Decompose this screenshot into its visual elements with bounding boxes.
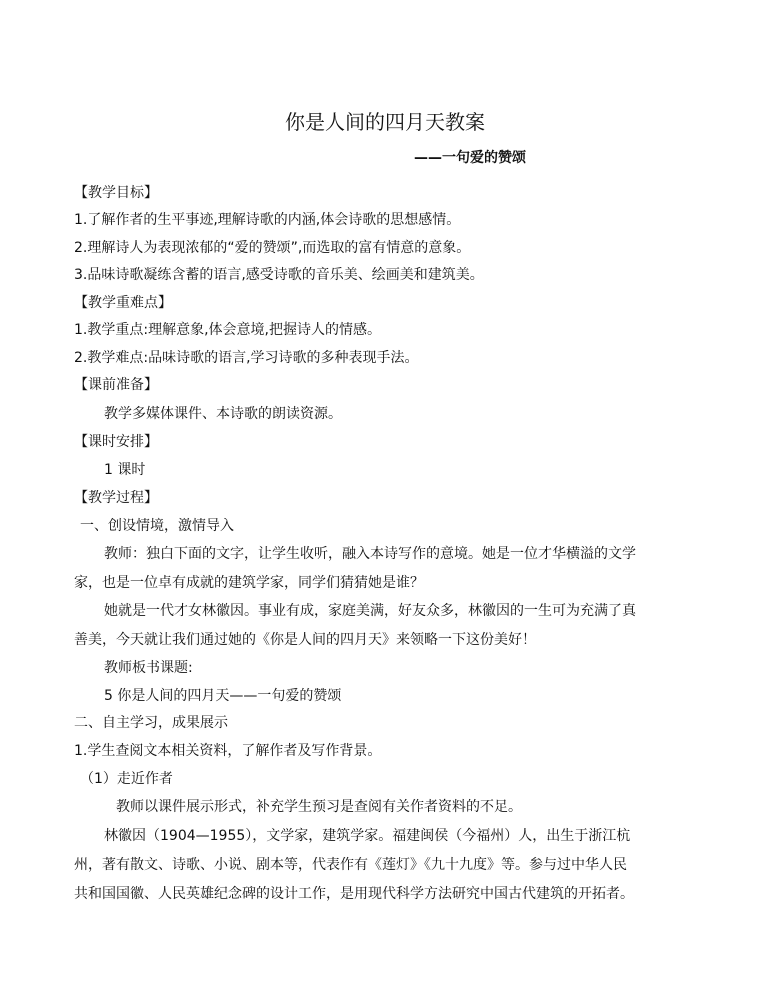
paragraph-2-line-2: 善美，今天就让我们通过她的《你是人间的四月天》来领略一下这份美好！	[74, 632, 536, 648]
paragraph-1-line-2: 家，也是一位卓有成就的建筑学家，同学们猜猜她是谁？	[74, 575, 424, 591]
paragraph-2-line-1: 她就是一代才女林徽因。事业有成，家庭美满，好友众多，林徽因的一生可为充满了真	[104, 603, 636, 619]
schedule-header: 【课时安排】	[74, 434, 158, 450]
key-point-1: 1.教学重点:理解意象,体会意境,把握诗人的情感。	[74, 322, 381, 338]
schedule-text: 1 课时	[104, 462, 146, 478]
document-subtitle: ——一句爱的赞颂	[414, 150, 526, 166]
objectives-header: 【教学目标】	[74, 185, 158, 201]
process-header: 【教学过程】	[74, 490, 158, 506]
paragraph-4-line-3: 共和国国徽、人民英雄纪念碑的设计工作，是用现代科学方法研究中国古代建筑的开拓者。	[74, 886, 634, 902]
objective-1: 1.了解作者的生平事迹,理解诗歌的内涵,体会诗歌的思想感情。	[74, 212, 461, 228]
objective-3: 3.品味诗歌凝练含蓄的语言,感受诗歌的音乐美、绘画美和建筑美。	[74, 267, 484, 283]
key-points-header: 【教学重难点】	[74, 295, 172, 311]
paragraph-3: 教师以课件展示形式，补充学生预习是查阅有关作者资料的不足。	[116, 799, 522, 815]
key-point-2: 2.教学难点:品味诗歌的语言,学习诗歌的多种表现手法。	[74, 350, 419, 366]
board-title: 5 你是人间的四月天——一句爱的赞颂	[104, 688, 342, 704]
step-1-sub: （1）走近作者	[80, 771, 173, 787]
prep-header: 【课前准备】	[74, 377, 158, 393]
prep-text: 教学多媒体课件、本诗歌的朗读资源。	[104, 406, 342, 422]
paragraph-1-line-1: 教师：独白下面的文字，让学生收听，融入本诗写作的意境。她是一位才华横溢的文学	[104, 546, 636, 562]
objective-2: 2.理解诗人为表现浓郁的“爱的赞颂”,而选取的富有情意的意象。	[74, 240, 471, 256]
section-1-heading: 一、创设情境，激情导入	[80, 518, 234, 534]
board-label: 教师板书课题:	[104, 660, 193, 676]
document-title: 你是人间的四月天教案	[285, 110, 485, 134]
section-2-heading: 二、自主学习，成果展示	[74, 715, 228, 731]
step-1: 1.学生查阅文本相关资料，了解作者及写作背景。	[74, 743, 382, 759]
paragraph-4-line-1: 林徽因（1904—1955），文学家，建筑学家。福建闽侯（今福州）人，出生于浙江杭	[104, 828, 631, 844]
paragraph-4-line-2: 州，著有散文、诗歌、小说、剧本等，代表作有《莲灯》《九十九度》等。参与过中华人民	[74, 857, 627, 873]
